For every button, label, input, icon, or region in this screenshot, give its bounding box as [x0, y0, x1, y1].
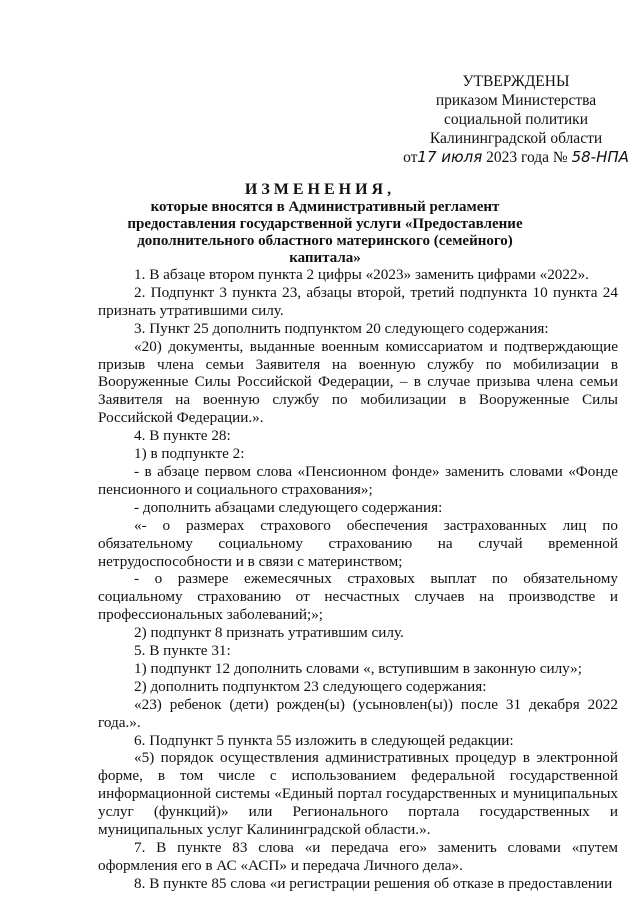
- paragraph: 2. Подпункт 3 пункта 23, абзацы второй, третий подпункта 10 пункта 24 признать утратившими силу.: [98, 283, 618, 319]
- date-suffix: 2023 года №: [486, 149, 568, 166]
- document-body: [98, 266, 618, 893]
- paragraph: 8. В пункте 85 слова «и регистрации решения об отказе в предоставлении: [134, 874, 613, 892]
- paragraph: - в абзаце первом слова «Пенсионном фонде» заменить словами «Фонде пенсионного и социального страхования»;: [98, 462, 618, 498]
- handwritten-number: 58-НПА: [571, 148, 629, 166]
- paragraph: 4. В пункте 28:: [134, 427, 231, 445]
- order-line-1: приказом Министерства: [435, 92, 597, 109]
- paragraph: 3. Пункт 25 дополнить подпунктом 20 следующего содержания:: [134, 319, 549, 337]
- order-line-2: социальной политики: [443, 111, 589, 128]
- paragraph: - дополнить абзацами следующего содержания:: [134, 498, 443, 516]
- paragraph: «5) порядок осуществления административных процедур в электронной форме, в том числе с использованием федеральной государственной информационной системы «Единый портал государственных и муниципальных услуг (функций)» или Регионального портала государственных и муниципальных услуг Калининградской области.».: [98, 749, 618, 839]
- handwritten-date: 17 июля: [417, 148, 483, 166]
- paragraph: «20) документы, выданные военным комиссариатом и подтверждающие призыв члена семьи Заявителя на военную службу по мобилизации в Вооруженные Силы Российской Федерации, – в случае призыва члена семьи Заявителя на военную службу по мобилизации в Вооруженные Силы Российской Федерации.».: [98, 337, 618, 427]
- document-title: ИЗМЕНЕНИЯ,: [244, 181, 396, 198]
- paragraph: «- о размерах страхового обеспечения застрахованных лиц по обязательному социальному страхованию на случай временной нетрудоспособности и в связи с материнством;: [98, 516, 618, 570]
- order-line-3: Калининградской области: [429, 130, 603, 147]
- order-date-line: [402, 148, 630, 167]
- paragraph: 2) подпункт 8 признать утратившим силу.: [134, 624, 404, 642]
- paragraph: 1) в подпункте 2:: [134, 445, 245, 463]
- paragraph: 1) подпункт 12 дополнить словами «, вступившим в законную силу»;: [134, 659, 582, 677]
- paragraph: - о размере ежемесячных страховых выплат по обязательному социальному страхованию от несчастных случаев на производстве и профессиональных заболеваний;»;: [98, 570, 618, 624]
- document-subtitle: которые вносятся в Административный регламент предоставления государственной услуги «Предоставление дополнительного областного материнского (семейного) капитала»: [127, 199, 523, 266]
- approved-heading: УТВЕРЖДЕНЫ: [462, 73, 570, 90]
- date-prefix: от: [403, 149, 418, 166]
- paragraph: «23) ребенок (дети) рожден(ы) (усыновлен(ы)) после 31 декабря 2022 года.».: [98, 695, 618, 731]
- approval-block: [402, 72, 630, 167]
- paragraph: 6. Подпункт 5 пункта 55 изложить в следующей редакции:: [134, 731, 514, 749]
- paragraph: 1. В абзаце втором пункта 2 цифры «2023» заменить цифрами «2022».: [134, 266, 589, 283]
- paragraph: 2) дополнить подпунктом 23 следующего содержания:: [134, 677, 487, 695]
- paragraph: 7. В пункте 83 слова «и передача его» заменить словами «путем оформления его в АС «АСП» и передача Личного дела».: [98, 839, 618, 874]
- paragraph: 5. В пункте 31:: [134, 642, 231, 660]
